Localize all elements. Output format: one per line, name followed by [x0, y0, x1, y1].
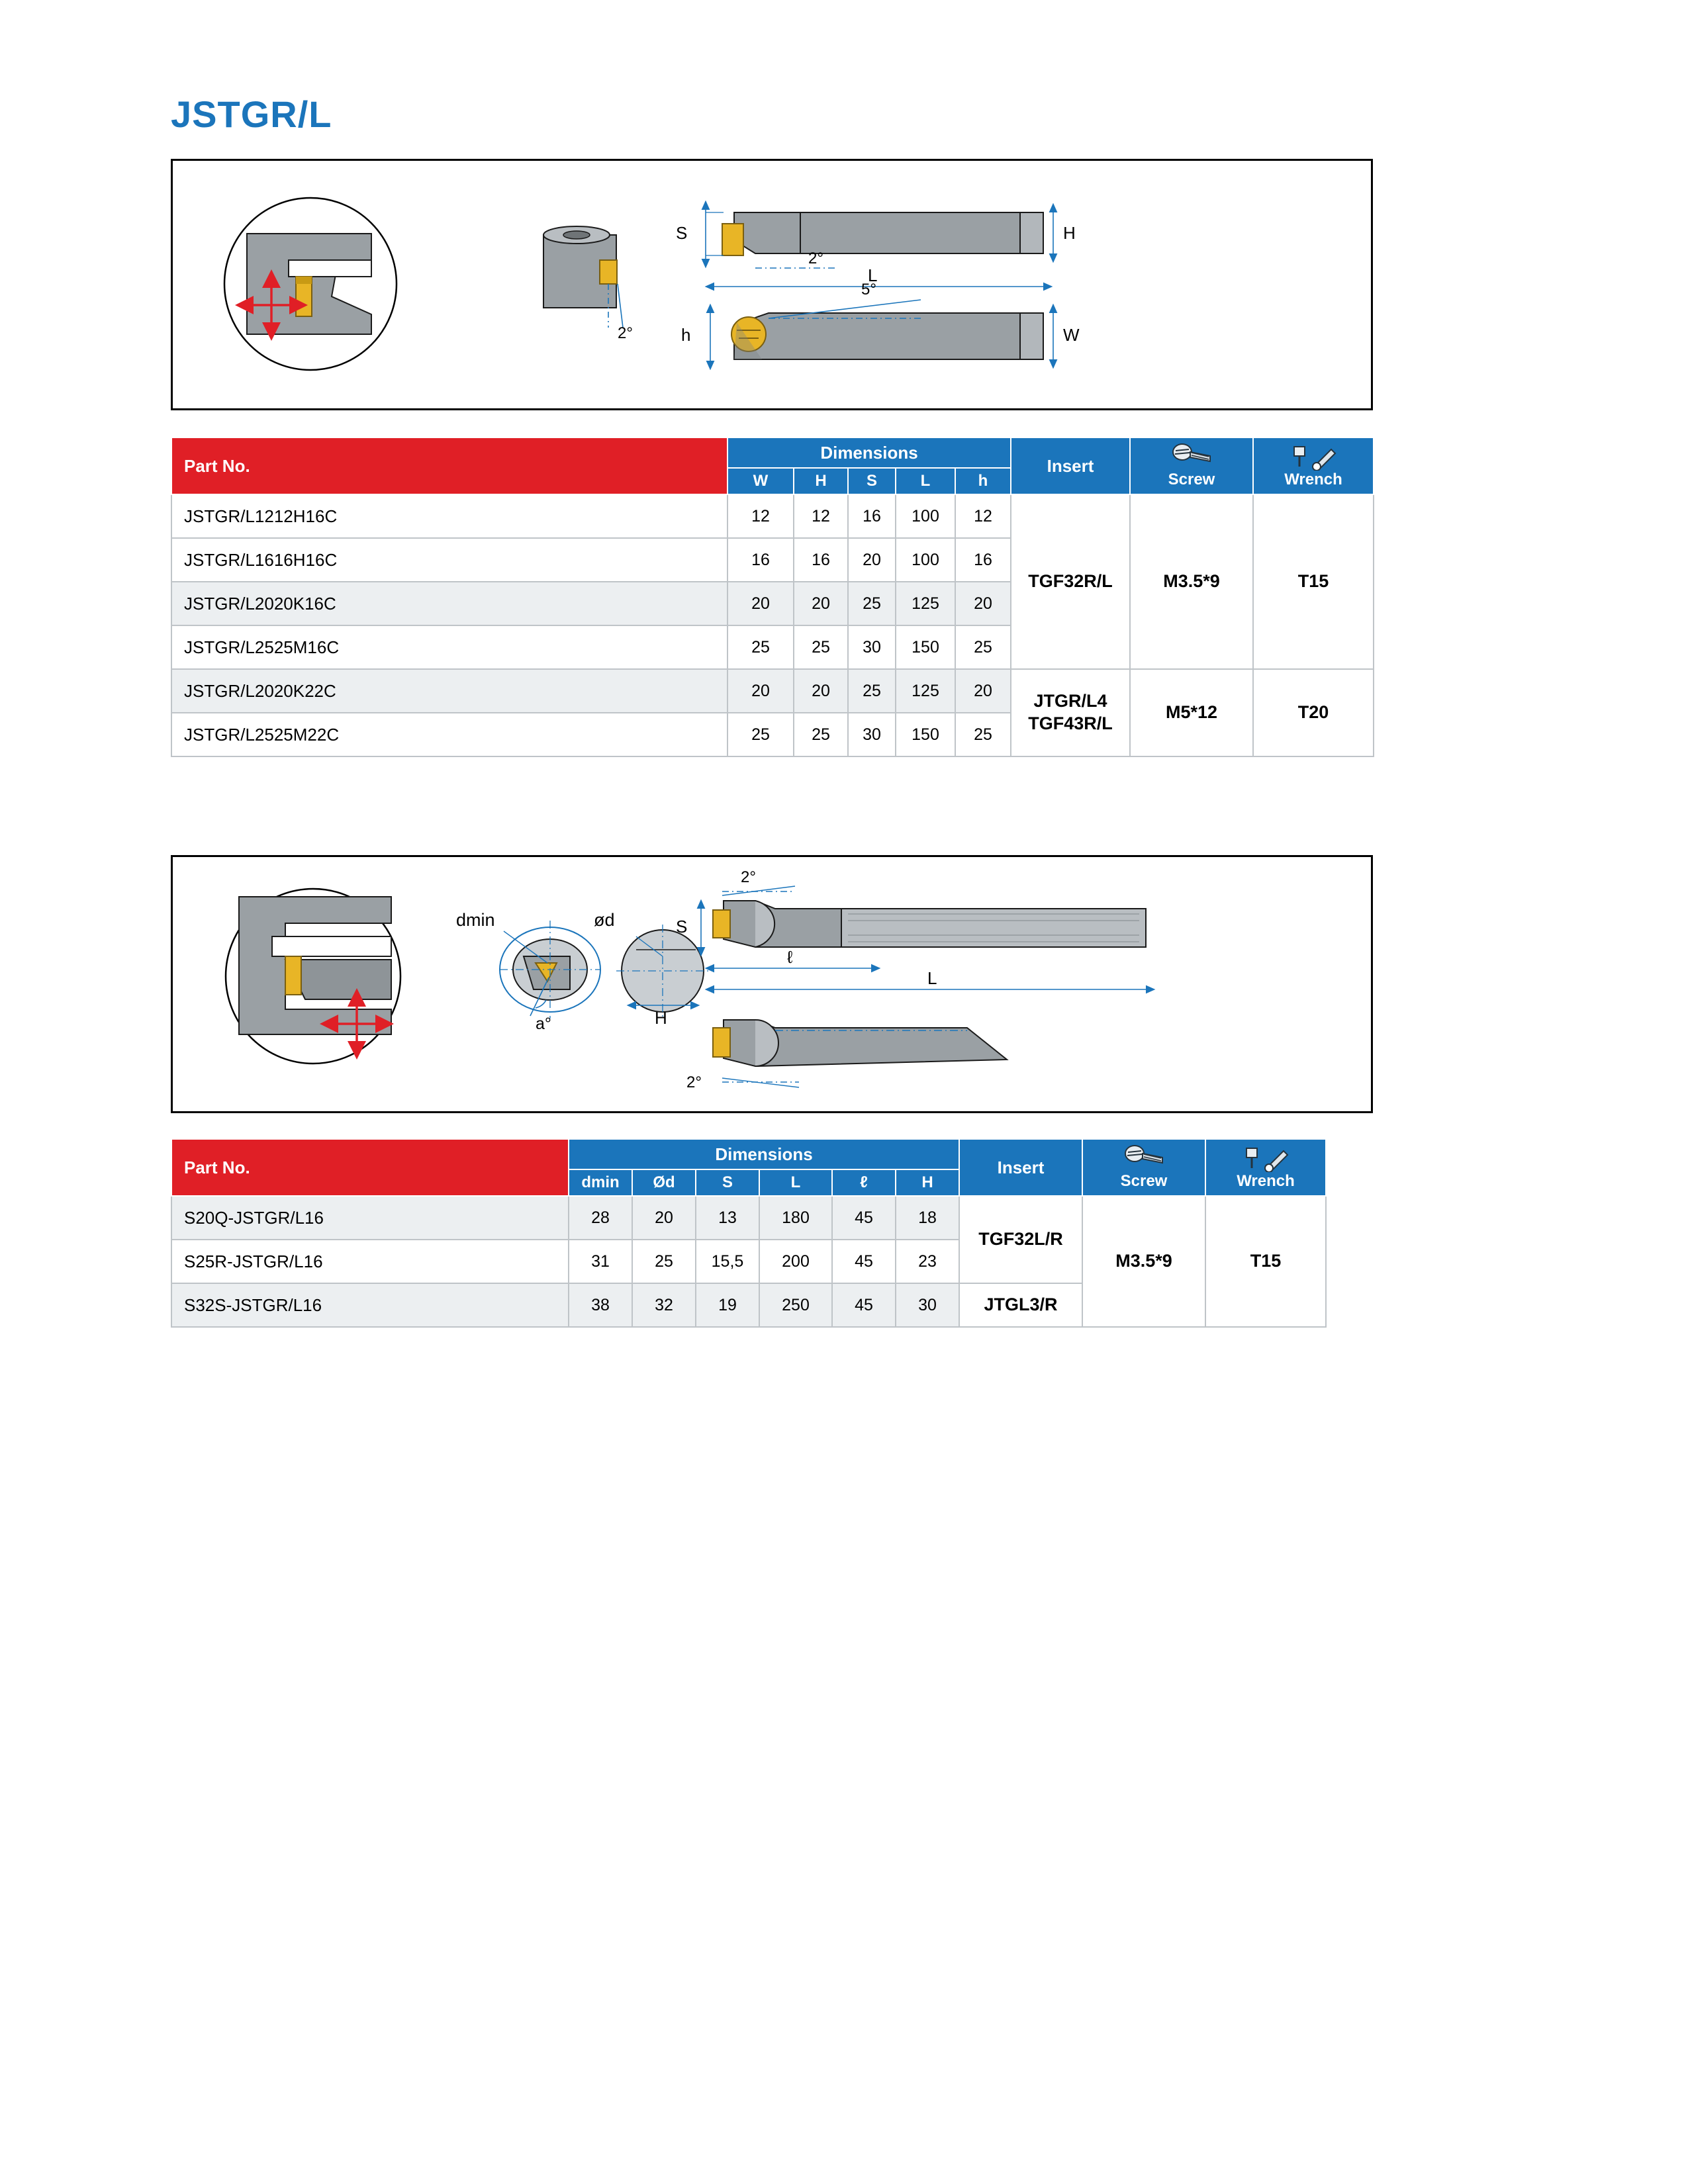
table1-row4-l: 125 — [896, 669, 955, 713]
label-h-upper: H — [1063, 223, 1076, 243]
table1-header-wrench — [1253, 437, 1374, 494]
table1-row5-h: 25 — [794, 713, 848, 756]
table1-row1-part-no: JSTGR/L1616H16C — [171, 538, 727, 582]
external-tools-table — [171, 437, 1374, 757]
table2-header-dimensions: Dimensions — [569, 1139, 959, 1169]
table1-row3-part-no: JSTGR/L2525M16C — [171, 625, 727, 669]
table-row[interactable] — [171, 494, 1374, 538]
table2-header-wrench-label: Wrench — [1237, 1172, 1295, 1190]
table1-row1-h: 16 — [794, 538, 848, 582]
boring-bar-top-view — [676, 868, 1146, 989]
table2-row0-h: 18 — [896, 1196, 959, 1240]
table1-row2-h: 20 — [794, 582, 848, 625]
label-l-big: L — [927, 968, 937, 988]
table2-row0-l-small: 45 — [832, 1196, 896, 1240]
table2-header-screw-label: Screw — [1120, 1172, 1168, 1190]
label-h-lower: h — [681, 325, 691, 345]
table1-group1-screw: M5*12 — [1130, 669, 1253, 756]
page-title: JSTGR/L — [171, 93, 332, 135]
table1-group1-insert — [1011, 669, 1130, 756]
wrench-icon — [1206, 1144, 1325, 1172]
table1-row1-s: 20 — [848, 538, 896, 582]
table2-row2-s: 19 — [696, 1283, 759, 1327]
table2-header-row-1 — [171, 1139, 1326, 1169]
label-dmin: dmin — [456, 910, 495, 930]
label-a-angle: a° — [536, 1015, 551, 1033]
label-angle-5: 5° — [861, 281, 876, 298]
table1-row2-part-no: JSTGR/L2020K16C — [171, 582, 727, 625]
table1-group0-wrench: T15 — [1253, 494, 1374, 669]
table1-row2-s: 25 — [848, 582, 896, 625]
label-l-top: L — [868, 265, 878, 285]
table1-row0-l: 100 — [896, 494, 955, 538]
label-h-od: H — [655, 1008, 667, 1028]
table1-row1-h-small: 16 — [955, 538, 1011, 582]
table1-header-l: L — [896, 468, 955, 494]
table1-group0-insert: TGF32R/L — [1011, 494, 1130, 669]
table1-header-part-no: Part No. — [171, 437, 727, 494]
table2-row2-l: 250 — [759, 1283, 832, 1327]
table2-insert-tgf32lr: TGF32L/R — [959, 1196, 1082, 1283]
figure-external-tool-diagram — [171, 159, 1373, 410]
table1-row2-w: 20 — [727, 582, 794, 625]
internal-bars-table — [171, 1138, 1327, 1328]
table1-row4-w: 20 — [727, 669, 794, 713]
top-view-group — [676, 207, 1076, 287]
table2-row1-part-no: S25R-JSTGR/L16 — [171, 1240, 569, 1283]
table1-row5-l: 150 — [896, 713, 955, 756]
table1-header-w: W — [727, 468, 794, 494]
table1-row4-s: 25 — [848, 669, 896, 713]
table2-row1-od: 25 — [632, 1240, 696, 1283]
table2-header-od: Ød — [632, 1169, 696, 1196]
label-s-top: S — [676, 223, 688, 243]
table1-row4-h-small: 20 — [955, 669, 1011, 713]
table2-row2-h: 30 — [896, 1283, 959, 1327]
table2-insert-jtgl3r: JTGL3/R — [959, 1283, 1082, 1327]
table2-row0-l: 180 — [759, 1196, 832, 1240]
table2-row1-h: 23 — [896, 1240, 959, 1283]
front-view-group — [543, 226, 633, 342]
table2-wrench: T15 — [1205, 1196, 1326, 1327]
table2-row0-od: 20 — [632, 1196, 696, 1240]
table-row[interactable] — [171, 1196, 1326, 1240]
table1-row3-w: 25 — [727, 625, 794, 669]
detail-circle-group-2 — [226, 889, 400, 1064]
table2-header-part-no: Part No. — [171, 1139, 569, 1196]
side-view-group — [681, 281, 1080, 361]
table2-row1-dmin: 31 — [569, 1240, 632, 1283]
table2-header-l-small: ℓ — [832, 1169, 896, 1196]
table1-header-dimensions: Dimensions — [727, 437, 1011, 468]
table2-header-l: L — [759, 1169, 832, 1196]
table1-header-h-small: h — [955, 468, 1011, 494]
table1-group1-wrench: T20 — [1253, 669, 1374, 756]
table2-row2-dmin: 38 — [569, 1283, 632, 1327]
table1-row1-l: 100 — [896, 538, 955, 582]
table1-header-insert: Insert — [1011, 437, 1130, 494]
table2-row2-od: 32 — [632, 1283, 696, 1327]
label-l-small: ℓ — [787, 947, 793, 967]
detail-circle-group — [224, 198, 397, 370]
table1-row4-h: 20 — [794, 669, 848, 713]
table1-header-screw-label: Screw — [1168, 471, 1215, 488]
screw-icon — [1131, 443, 1252, 471]
table1-row1-w: 16 — [727, 538, 794, 582]
table1-row0-part-no: JSTGR/L1212H16C — [171, 494, 727, 538]
label-front-angle: 2° — [618, 324, 633, 342]
figure-2-svg — [173, 857, 1371, 1111]
od-view-group — [594, 910, 709, 1028]
table2-row1-l-small: 45 — [832, 1240, 896, 1283]
table2-row2-l-small: 45 — [832, 1283, 896, 1327]
table1-header-s: S — [848, 468, 896, 494]
label-angle-2-top: 2° — [808, 250, 823, 267]
table1-row5-w: 25 — [727, 713, 794, 756]
table1-row3-l: 150 — [896, 625, 955, 669]
table2-header-screw — [1082, 1139, 1205, 1196]
table2-row2-part-no: S32S-JSTGR/L16 — [171, 1283, 569, 1327]
table2-row0-dmin: 28 — [569, 1196, 632, 1240]
table2-header-insert: Insert — [959, 1139, 1082, 1196]
label-w: W — [1063, 325, 1080, 345]
label-od: ød — [594, 910, 615, 930]
table-row[interactable] — [171, 669, 1374, 713]
table1-row2-h-small: 20 — [955, 582, 1011, 625]
table1-header-row-1 — [171, 437, 1374, 468]
screw-icon — [1083, 1144, 1205, 1172]
table1-header-screw — [1130, 437, 1253, 494]
dmin-view-group — [456, 910, 600, 1033]
table1-row2-l: 125 — [896, 582, 955, 625]
table1-group1-insert-line1: JTGR/L4 — [1033, 691, 1107, 711]
wrench-icon — [1254, 443, 1373, 471]
table2-row1-s: 15,5 — [696, 1240, 759, 1283]
table1-group0-screw: M3.5*9 — [1130, 494, 1253, 669]
table1-header-h: H — [794, 468, 848, 494]
table1-row0-w: 12 — [727, 494, 794, 538]
figure-internal-bar-diagram — [171, 855, 1373, 1113]
table1-header-wrench-label: Wrench — [1284, 471, 1342, 488]
table2-header-h: H — [896, 1169, 959, 1196]
table1-row0-s: 16 — [848, 494, 896, 538]
table1-group1-insert-line2: TGF43R/L — [1028, 713, 1113, 733]
table1-row5-s: 30 — [848, 713, 896, 756]
table1-row5-part-no: JSTGR/L2525M22C — [171, 713, 727, 756]
figure-1-svg — [173, 161, 1371, 408]
table1-row3-h-small: 25 — [955, 625, 1011, 669]
table1-row4-part-no: JSTGR/L2020K22C — [171, 669, 727, 713]
label-s-bar: S — [676, 917, 688, 936]
table2-header-dmin: dmin — [569, 1169, 632, 1196]
table2-row1-l: 200 — [759, 1240, 832, 1283]
table1-row0-h-small: 12 — [955, 494, 1011, 538]
table2-screw: M3.5*9 — [1082, 1196, 1205, 1327]
table2-header-s: S — [696, 1169, 759, 1196]
table1-row3-s: 30 — [848, 625, 896, 669]
table1-row3-h: 25 — [794, 625, 848, 669]
table2-row0-s: 13 — [696, 1196, 759, 1240]
table1-row5-h-small: 25 — [955, 713, 1011, 756]
boring-bar-side-view — [686, 1020, 1007, 1091]
table2-row0-part-no: S20Q-JSTGR/L16 — [171, 1196, 569, 1240]
table1-row0-h: 12 — [794, 494, 848, 538]
label-angle-2-bottom: 2° — [686, 1073, 702, 1091]
table2-header-wrench — [1205, 1139, 1326, 1196]
label-angle-2-top-2: 2° — [741, 868, 756, 886]
